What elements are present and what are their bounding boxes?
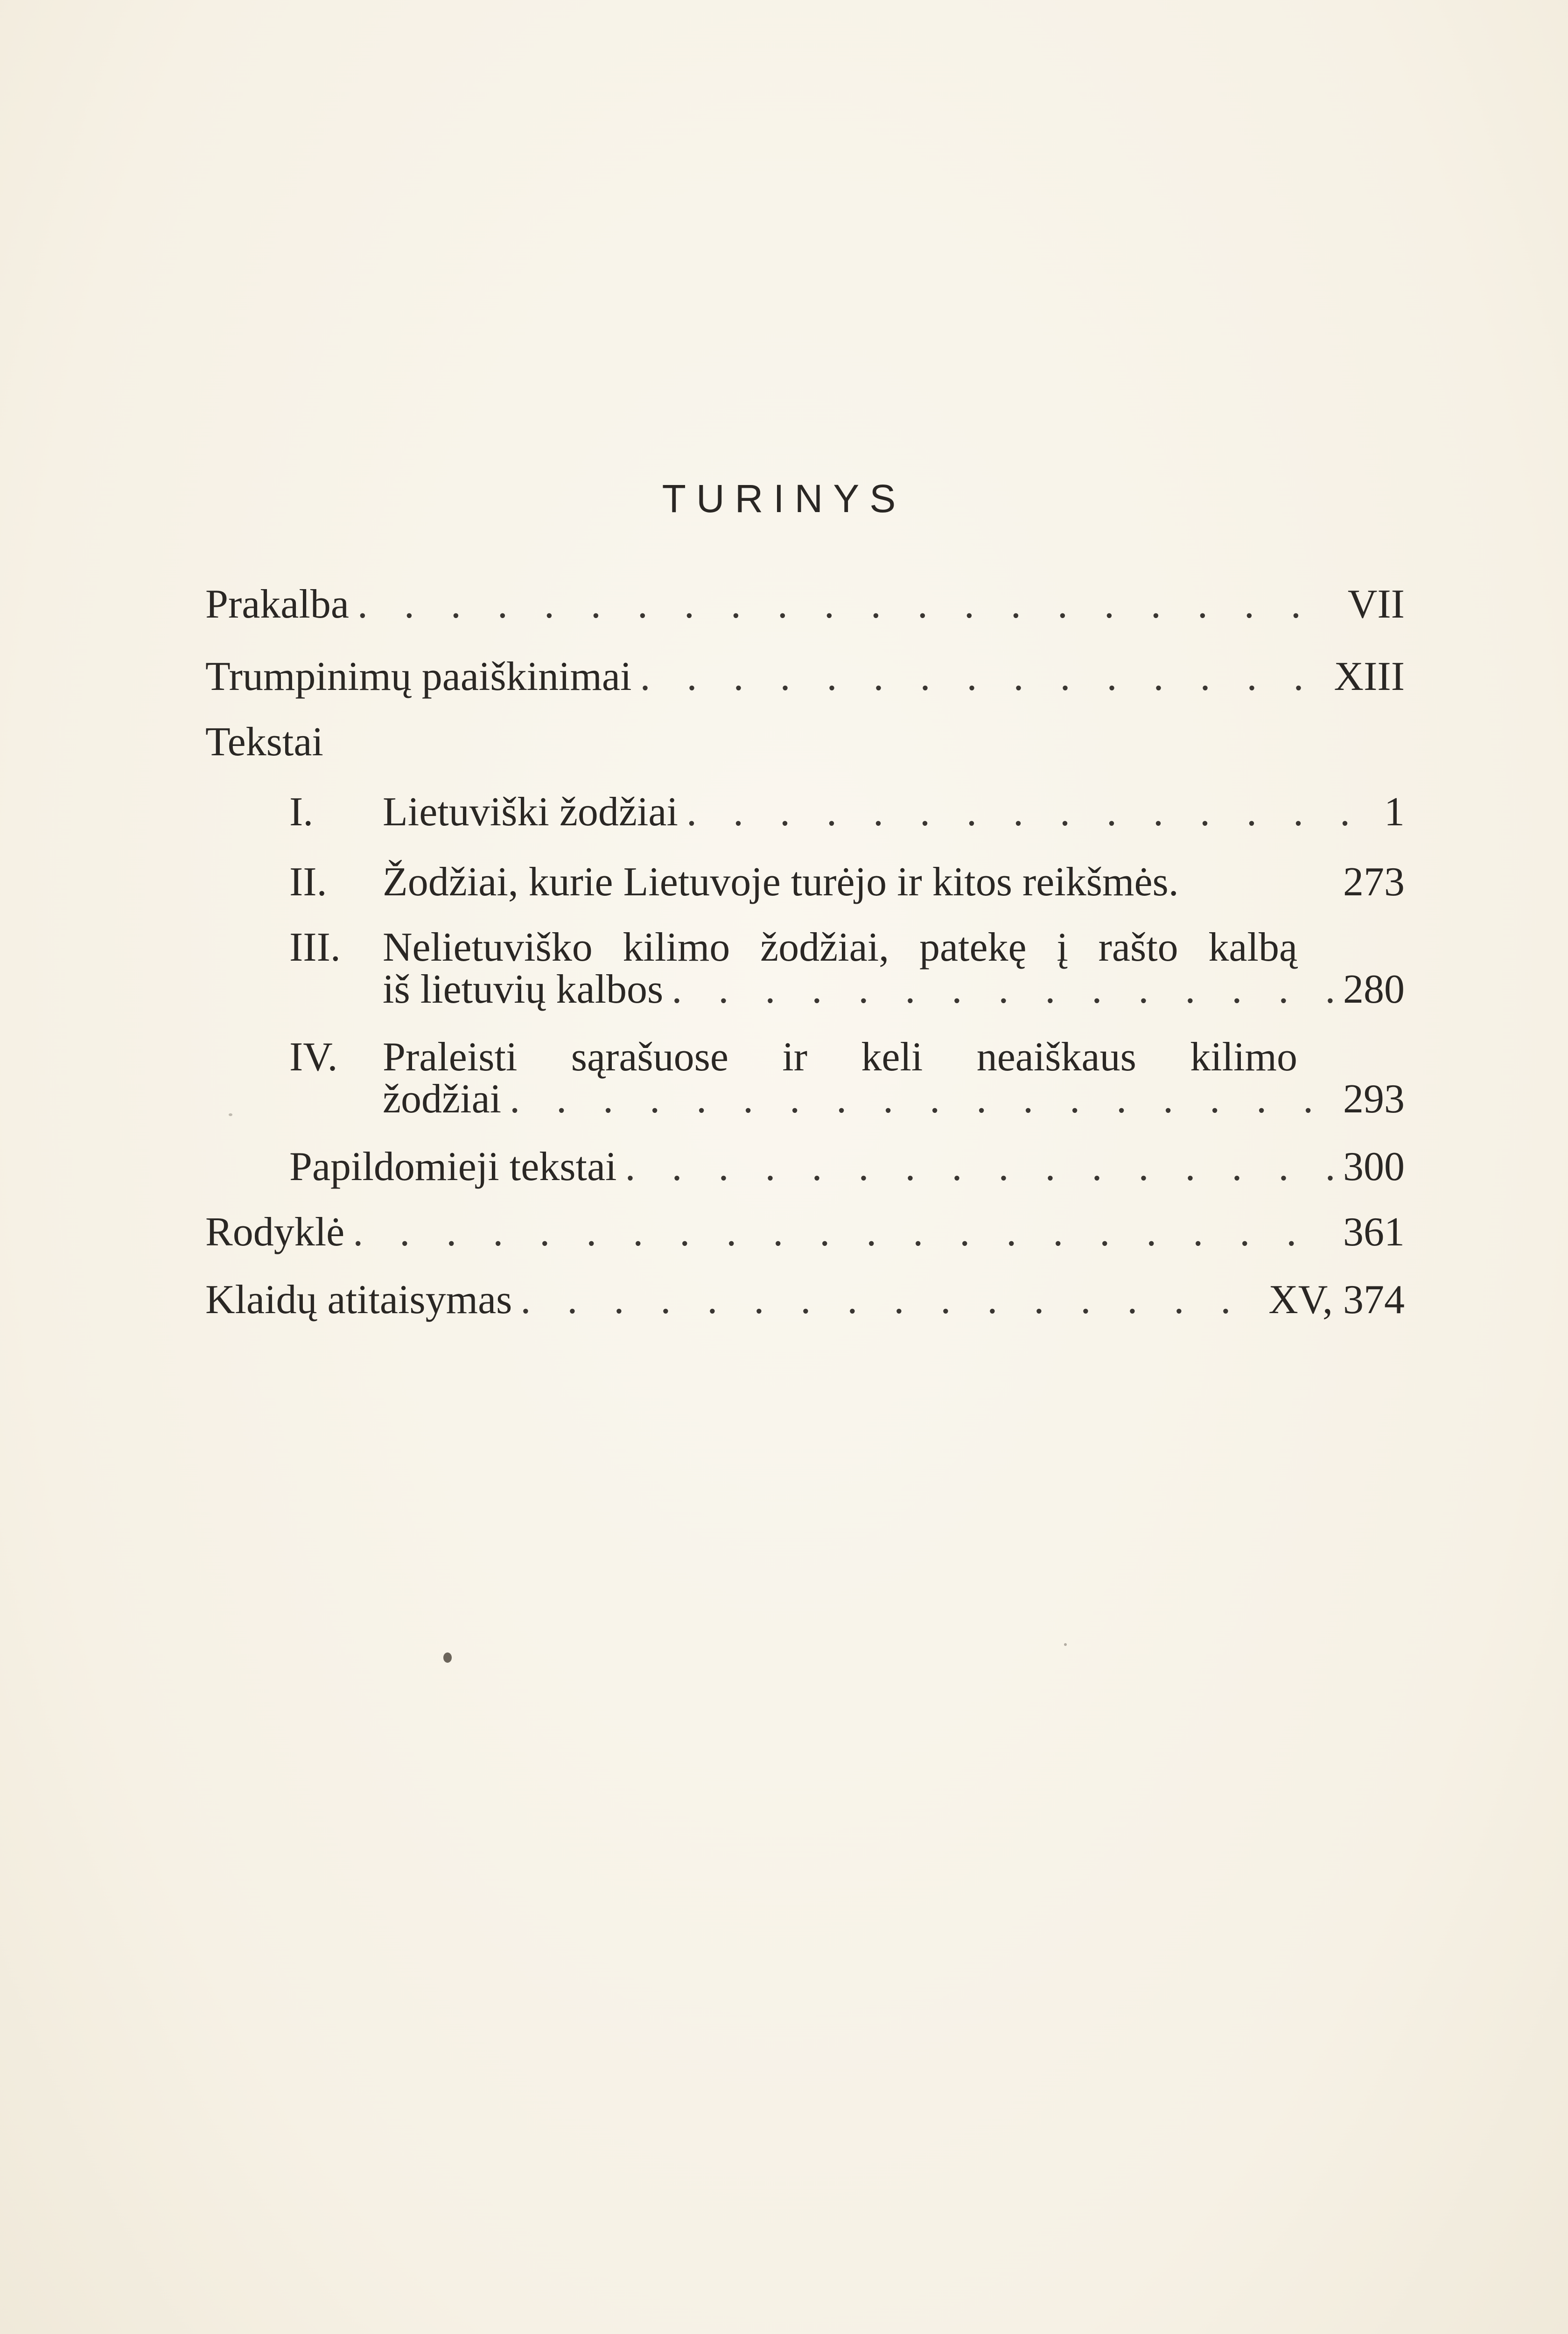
- toc-page-number: 300: [1343, 1144, 1405, 1189]
- toc-section-3-line1: Nelietuviško kilimo žodžiai, patekę į rašto kalbą: [383, 925, 1297, 970]
- toc-entry-papildomieji: [289, 1144, 1405, 1190]
- toc-page-number: 293: [1343, 1076, 1405, 1122]
- toc-entry-label: iš lietuvių kalbos: [383, 967, 664, 1012]
- leader-dots: [686, 789, 1376, 836]
- toc-page-number: 361: [1343, 1209, 1405, 1255]
- toc-page-number: 280: [1343, 967, 1405, 1012]
- toc-entry-label: Tekstai: [205, 719, 323, 765]
- leader-dots: [510, 1076, 1335, 1123]
- toc-entry-prakalba: [205, 581, 1405, 628]
- toc-entry-label: žodžiai: [383, 1076, 502, 1122]
- toc-page-number: VII: [1347, 582, 1405, 627]
- toc-page-number: 1: [1384, 789, 1405, 835]
- toc-entry-label: Klaidų atitaisymas: [205, 1277, 512, 1322]
- leader-dots: [672, 966, 1335, 1013]
- section-numeral: III.: [289, 925, 341, 970]
- toc-section-2: [289, 859, 1405, 906]
- toc-section-4: [383, 1076, 1405, 1123]
- toc-section-3: [383, 966, 1405, 1013]
- leader-dots: [625, 1144, 1335, 1190]
- toc-entry-trumpinimu: [205, 654, 1405, 700]
- toc-entry-klaidu: [205, 1277, 1405, 1323]
- toc-section-4-line1: Praleisti sąrašuose ir keli neaiškaus kilimo: [383, 1034, 1297, 1080]
- toc-section-1: [289, 789, 1405, 836]
- toc-entry-label: Lietuviški žodžiai: [383, 789, 678, 835]
- toc-page-number: 273: [1343, 859, 1405, 905]
- toc-entry-label: Papildomieji tekstai: [289, 1144, 617, 1189]
- toc-entry-tekstai: [205, 719, 1405, 766]
- toc-entry-rodykle: [205, 1209, 1405, 1256]
- section-numeral: IV.: [289, 1034, 338, 1080]
- toc-entry-label: Žodžiai, kurie Lietuvoje turėjo ir kitos reikšmės.: [383, 859, 1179, 905]
- toc-entry-label: Trumpinimų paaiškinimai: [205, 654, 632, 699]
- toc-entry-label: Rodyklė: [205, 1209, 345, 1255]
- section-numeral: II.: [289, 859, 327, 905]
- paper-speck: [229, 1113, 232, 1116]
- section-numeral: I.: [289, 789, 314, 835]
- toc-entry-label: Prakalba: [205, 582, 349, 627]
- paper-speck: [1064, 1643, 1067, 1646]
- page-title: TURINYS: [662, 477, 906, 520]
- paper-speck: [443, 1652, 452, 1663]
- leader-dots: [520, 1277, 1260, 1323]
- leader-dots: [640, 654, 1325, 700]
- toc-page-number: XV, 374: [1268, 1277, 1405, 1322]
- leader-dots: [357, 581, 1339, 628]
- leader-dots: [353, 1209, 1335, 1256]
- toc-page-number: XIII: [1334, 654, 1405, 699]
